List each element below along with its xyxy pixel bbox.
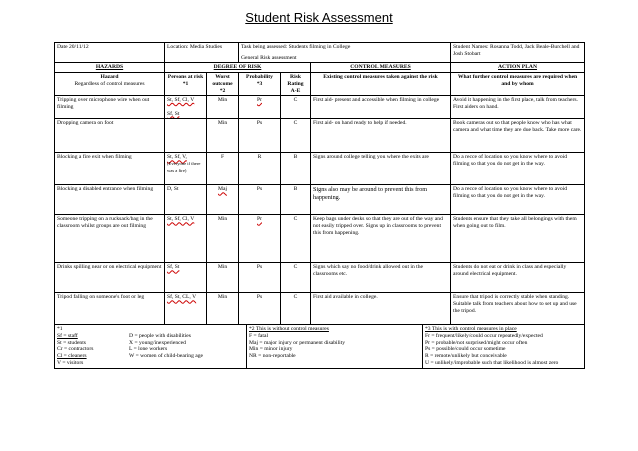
date-cell: Date 20/11/12 — [55, 43, 165, 63]
hazard-cell: Blocking a disabled entrance when filming — [55, 185, 165, 215]
hazard-cell: Blocking a fire exit when filming — [55, 153, 165, 185]
further-cell: Book cameras out so that people know who has what camera and what time they are due back. Take more care. — [451, 119, 585, 153]
further-cell: Avoid it happening in the first place, talk from teachers. First aiders on hand. — [451, 96, 585, 119]
general-cell: General Risk assessment — [239, 52, 451, 63]
persons-cell: St, Sf, V, (Everyone if there was a fire) — [165, 153, 207, 185]
location-cell: Location: Media Studies — [165, 43, 239, 63]
risk-assessment-table — [54, 42, 585, 369]
student-names-cell: Student Names: Rosanna Todd, Jack Beale-Burchell and Josh Stobart — [451, 43, 585, 63]
key-outcome: *2 This is without control measures F = fatal Maj = major injury or permanent disability Min = minor injury NR = non-reportable — [247, 325, 423, 368]
key-probability: *3 This is with control measures in place Fr = frequent/likely/could occur repeatedly/expected Pr = probable/not surprised/might occur often Ps = possible/could occur sometime R = remote/unlikely but conceivable U = unlikely/improbable such that likelihood is almost zero — [423, 325, 585, 368]
table-row — [55, 215, 585, 263]
persons-cell: St, Sf, Cl, V Sf, St — [165, 96, 207, 119]
header-row — [55, 43, 585, 52]
table-row — [55, 185, 585, 215]
col-rating: Risk Rating A-E — [281, 73, 311, 96]
column-header-row — [55, 73, 585, 96]
prob-cell: Ps — [239, 119, 281, 153]
rating-cell: C — [281, 215, 311, 263]
existing-cell: First aid- present and accessible when filming in college — [311, 96, 451, 119]
col-probability: Probability *3 — [239, 73, 281, 96]
key-row — [55, 325, 585, 368]
col-existing: Existing control measures taken against the risk — [311, 73, 451, 96]
rating-cell: C — [281, 293, 311, 325]
prob-cell: Ps — [239, 185, 281, 215]
table-row — [55, 293, 585, 325]
existing-cell: First aid- on hand ready to help if needed. — [311, 119, 451, 153]
section-degree: DEGREE OF RISK — [165, 63, 311, 73]
section-row — [55, 63, 585, 73]
table-row — [55, 153, 585, 185]
rating-cell: B — [281, 153, 311, 185]
existing-cell: Signs around college telling you where the exits are — [311, 153, 451, 185]
hazard-cell: Tripod falling on someone's foot or leg — [55, 293, 165, 325]
table-row — [55, 263, 585, 293]
section-hazards: HAZARDS — [55, 63, 165, 73]
prob-cell: Pr — [239, 96, 281, 119]
worst-cell: Min — [207, 119, 239, 153]
table-row — [55, 119, 585, 153]
existing-cell: First aid available in college. — [311, 293, 451, 325]
page-title: Student Risk Assessment — [245, 10, 393, 25]
rating-cell: C — [281, 96, 311, 119]
further-cell: Students ensure that they take all belongings with them when going out to film. — [451, 215, 585, 263]
col-further: What further control measures are required when and by whom — [451, 73, 585, 96]
existing-cell: Keep bags under desks so that they are out of the way and not easily tripped over. Signs up in classrooms to prevent this from happening. — [311, 215, 451, 263]
rating-cell: C — [281, 119, 311, 153]
persons-cell: Sf, St — [165, 263, 207, 293]
further-cell: Do a recce of location so you know where to avoid filming so that you do not get in the way. — [451, 153, 585, 185]
hazard-cell: Drinks spilling near or on electrical equipment — [55, 263, 165, 293]
prob-cell: R — [239, 153, 281, 185]
further-cell: Students do not eat or drink in class and especially around electrical equipment. — [451, 263, 585, 293]
key-persons: *1 Sf = staff St = students Cr = contractors Cl = cleaners V = visitors D = people with disabilities X = young/inexperienced L = lone workers W = women of child-bearing age — [55, 325, 247, 368]
prob-cell: Ps — [239, 263, 281, 293]
persons-cell: St, Sf, Cl, V — [165, 215, 207, 263]
rating-cell: C — [281, 263, 311, 293]
further-cell: Do a recce of location so you know where to avoid filming so that you do not get in the way. — [451, 185, 585, 215]
existing-cell: Signs which say no food/drink allowed out in the classrooms etc. — [311, 263, 451, 293]
worst-cell: Min — [207, 96, 239, 119]
worst-cell: Min — [207, 215, 239, 263]
worst-cell: Min — [207, 263, 239, 293]
worst-cell: Maj — [207, 185, 239, 215]
hazard-cell: Tripping over microphone wire when out filming — [55, 96, 165, 119]
persons-cell: Sf, St, CL, V — [165, 293, 207, 325]
prob-cell: Pr — [239, 215, 281, 263]
hazard-cell: Someone tripping on a rucksack/bag in the classroom whilst groups are out filming — [55, 215, 165, 263]
section-control: CONTROL MEASURES — [311, 63, 451, 73]
worst-cell: F — [207, 153, 239, 185]
prob-cell: Ps — [239, 293, 281, 325]
col-persons: Persons at risk *1 — [165, 73, 207, 96]
task-cell: Task being assessed: Students filming in College — [239, 43, 451, 52]
worst-cell: Min — [207, 293, 239, 325]
section-action: ACTION PLAN — [451, 63, 585, 73]
col-worst: Worst outcome *2 — [207, 73, 239, 96]
further-cell: Ensure that tripod is correctly stable when standing. Suitable talk from teachers about how to set up and use the tripod. — [451, 293, 585, 325]
table-row — [55, 96, 585, 119]
col-hazard: Hazard Regardless of control measures — [55, 73, 165, 96]
rating-cell: B — [281, 185, 311, 215]
persons-cell — [165, 119, 207, 153]
hazard-cell: Dropping camera on foot — [55, 119, 165, 153]
existing-cell: Signs also may be around to prevent this from happening. — [311, 185, 451, 215]
persons-cell: D, St — [165, 185, 207, 215]
